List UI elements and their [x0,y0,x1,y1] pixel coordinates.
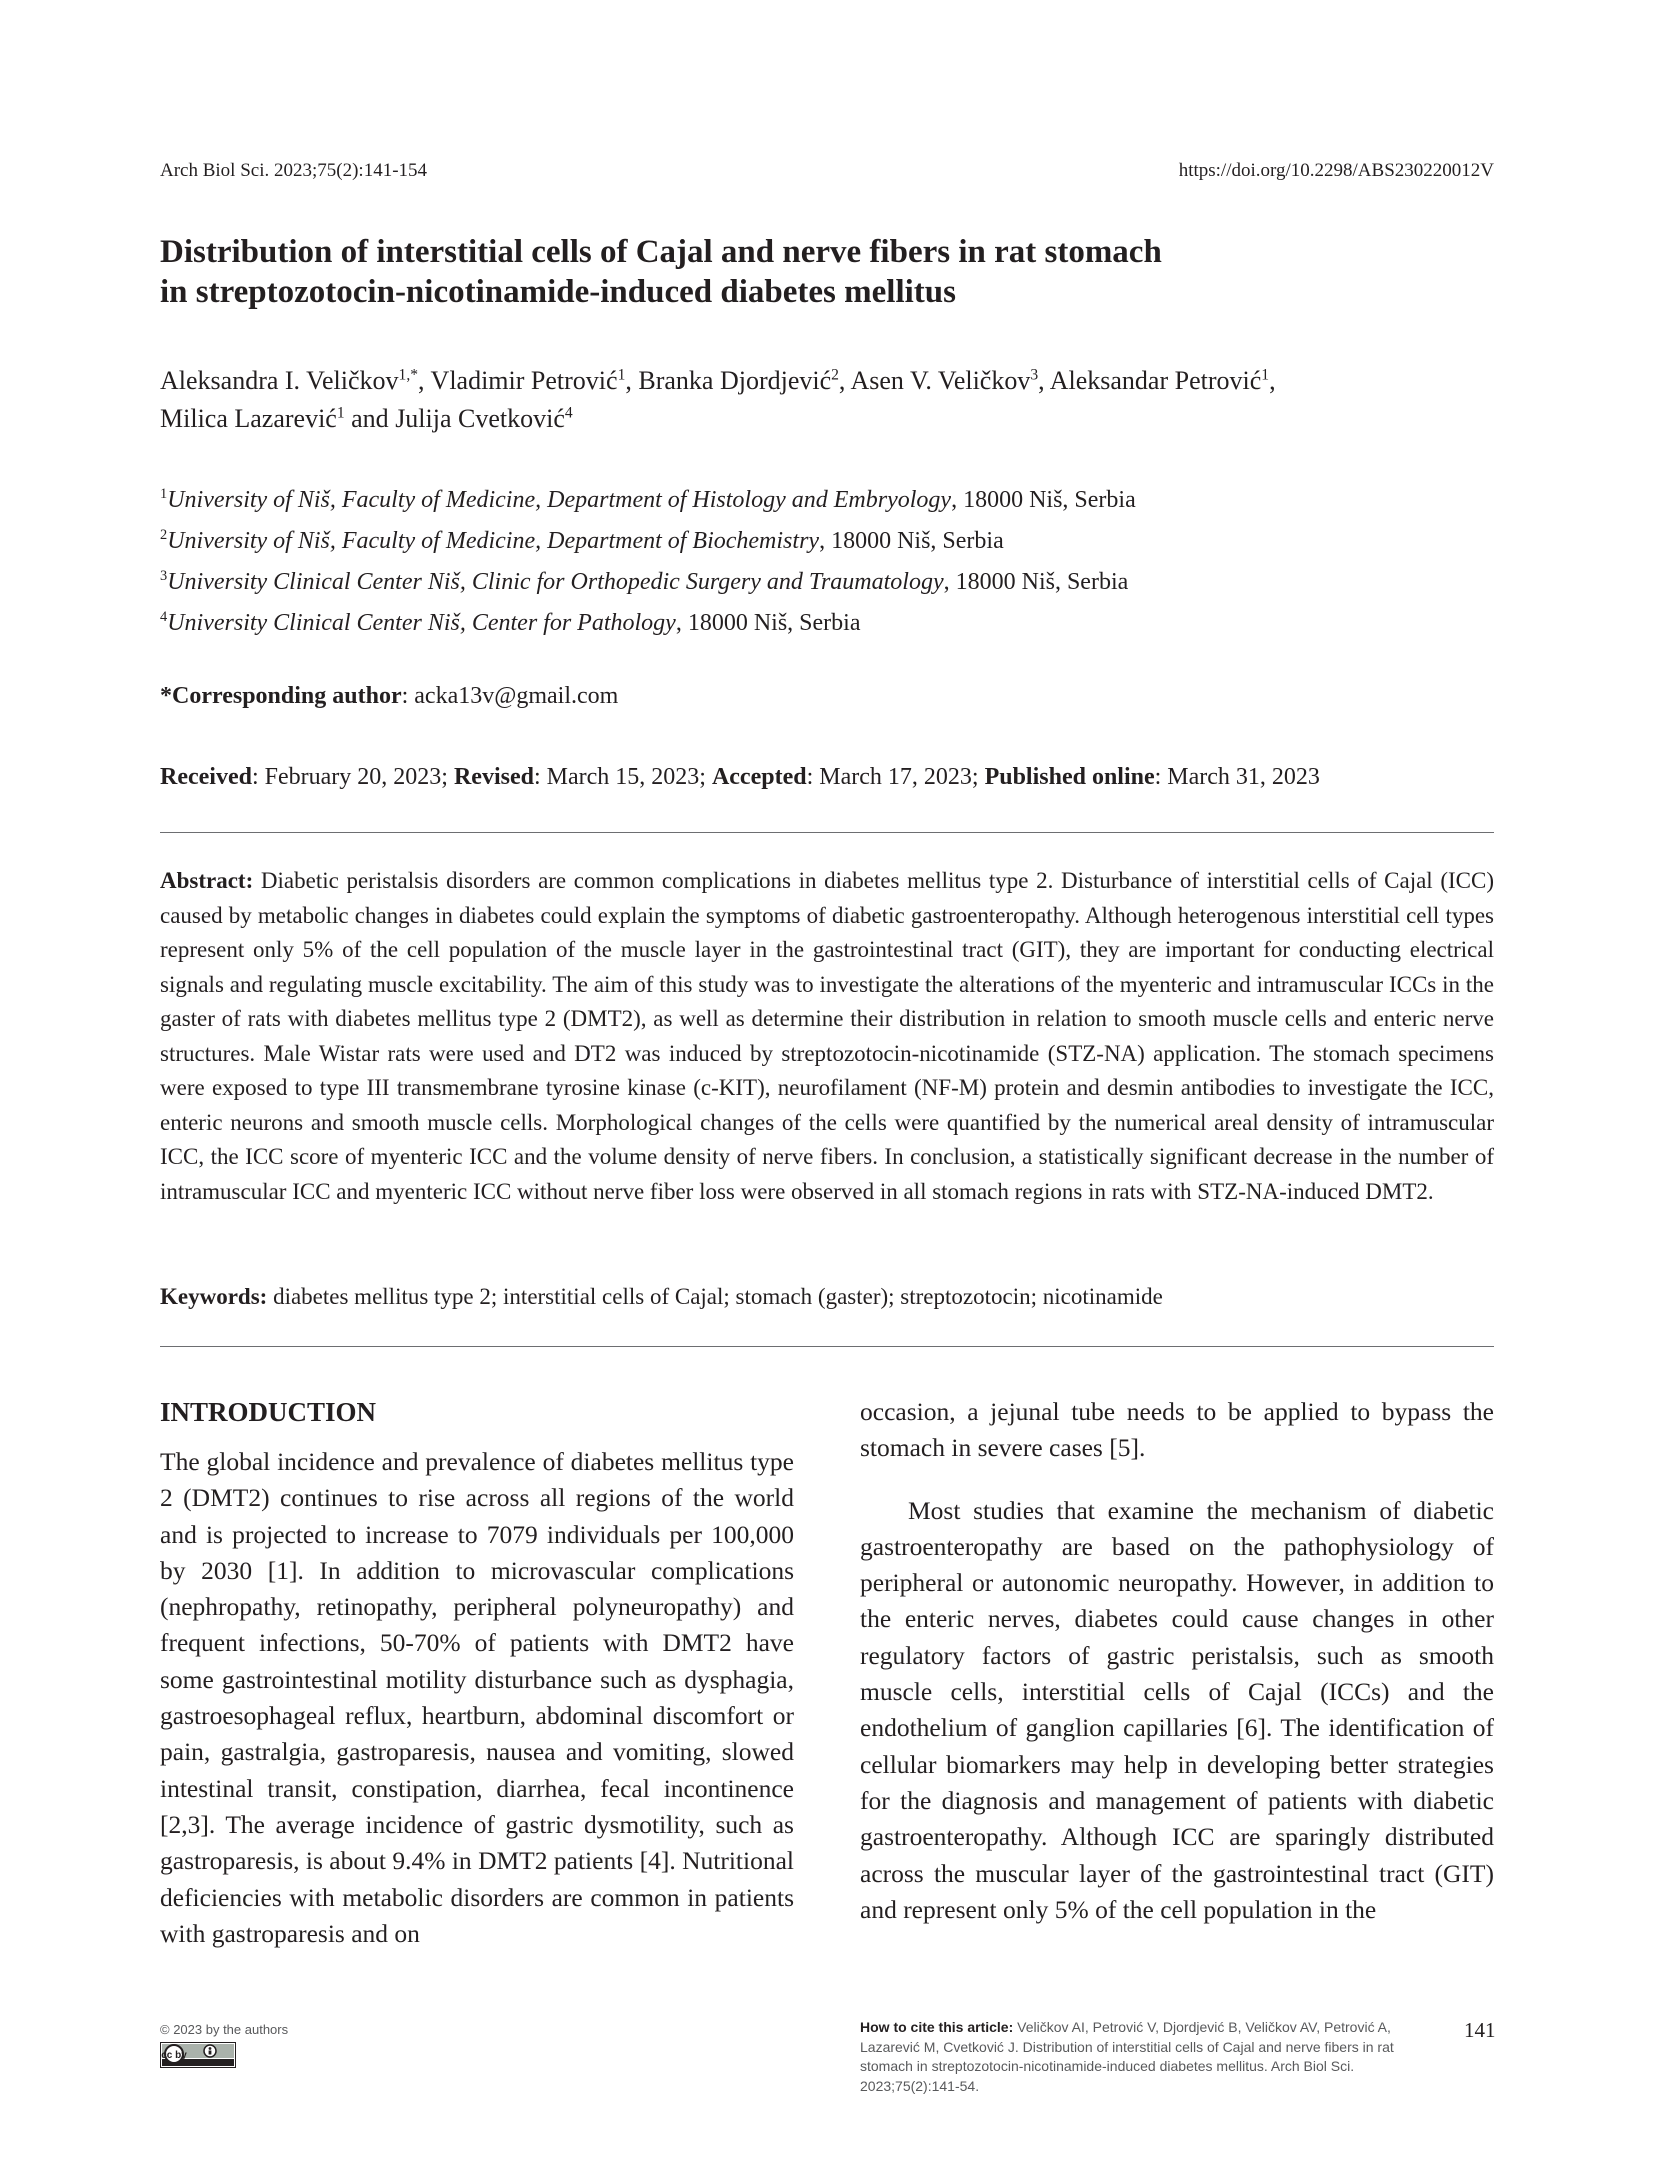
author-name: Aleksandar Petrović [1049,366,1262,395]
revised-label: Revised [453,764,534,790]
affiliation-institution: University of Niš, Faculty of Medicine, Department of Histology and Embryology [167,487,952,513]
cite-text: Veličkov AI, Petrović V, Djordjević B, Veličkov AV, Petrović A, Lazarević M, Cvetković J. Distribution of interstitial cells of Cajal and nerve fibers in rat stomach in streptozotocin-nicotinamide-induced diabetes mellitus. Arch Biol Sci. 2023;75(2):141-54. [860,2019,1394,2094]
author-separator: , [1269,366,1276,395]
corresponding-author-email[interactable]: acka13v@gmail.com [414,683,619,709]
affiliations [160,480,1500,644]
published-date: March 31, 2023 [1167,764,1320,790]
received-date: February 20, 2023 [264,764,442,790]
citation-note [860,2018,1420,2096]
author-affiliation-marker: 1 [1261,366,1270,384]
cc-license-badge[interactable] [160,2042,236,2068]
author-list [160,362,1500,438]
author-affiliation-marker: 2 [831,366,839,384]
affiliation-number: 3 [160,568,168,584]
affiliation-item [160,480,1500,521]
article-title [160,232,1500,312]
affiliation-institution: University Clinical Center Niš, Center for Pathology [167,610,676,636]
page-number: 141 [1464,2018,1496,2042]
author-separator: , [838,366,851,395]
keywords-label: Keywords: [160,1284,268,1309]
title-line-2: in streptozotocin-nicotinamide-induced diabetes mellitus [160,274,956,310]
affiliation-item [160,603,1500,644]
affiliation-number: 2 [160,527,168,543]
published-label: Published online [984,764,1155,790]
author-affiliation-marker: 3 [1030,366,1039,384]
abstract [160,864,1494,1209]
affiliation-number: 1 [160,486,168,502]
author-name: Branka Djordjević [638,366,832,395]
author-separator: , [625,366,639,395]
body-paragraph: The global incidence and prevalence of diabetes mellitus type 2 (DMT2) continues to rise across all regions of the world and is projected to increase to 7079 individuals per 100,000 by 2030 [1]. In addition to microvascular complications (nephropathy, retinopathy, peripheral polyneuropathy) and frequent infections, 50-70% of patients with DMT2 have some gastrointestinal motility disturbance such as dysphagia, gastroesophageal reflux, heartburn, abdominal discomfort or pain, gastralgia, gastroparesis, nausea and vomiting, slowed intestinal transit, constipation, diarrhea, fecal incontinence [2,3]. The average incidence of gastric dysmotility, such as gastroparesis, is about 9.4% in DMT2 patients [4]. Nutritional deficiencies with metabolic disorders are common in patients with gastroparesis and on [160,1447,794,1948]
copyright-notice: © 2023 by the authors [160,2022,289,2037]
body-column-left [160,1394,794,1952]
received-label: Received [160,764,252,790]
author-name: Asen V. Veličkov [850,366,1031,395]
title-line-1: Distribution of interstitial cells of Cajal and nerve fibers in rat stomach [160,234,1162,270]
accepted-date: March 17, 2023 [819,764,972,790]
affiliation-location: , 18000 Niš, Serbia [819,528,1004,554]
affiliation-location: , 18000 Niš, Serbia [943,569,1129,595]
divider [160,832,1494,833]
section-heading: INTRODUCTION [160,1397,377,1427]
divider [160,1346,1494,1347]
author-name: Milica Lazarević [160,404,337,433]
cite-label: How to cite this article: [860,2019,1014,2035]
author-affiliation-marker: 1 [617,366,626,384]
author-name: Julija Cvetković [395,404,565,433]
author-separator: and [344,404,396,433]
author-separator: , [418,366,431,395]
cc-by-icon [160,2042,236,2068]
corresponding-author-label: *Corresponding author [160,683,402,709]
author-affiliation-marker: 1 [336,404,345,422]
journal-reference: Arch Biol Sci. 2023;75(2):141-154 [160,160,428,181]
body-column-right [860,1394,1494,1928]
author-affiliation-marker: 4 [564,404,573,422]
author-affiliation-marker: 1,* [398,366,419,384]
author-name: Vladimir Petrović [430,366,618,395]
keywords [160,1284,1494,1310]
publication-dates: Received: February 20, 2023; Revised: March 15, 2023; Accepted: March 17, 2023; Published online: March 31, 2023 [160,764,1320,790]
affiliation-item [160,562,1500,603]
author-name: Aleksandra I. Veličkov [160,366,399,395]
abstract-label: Abstract: [160,868,254,893]
affiliation-item [160,521,1500,562]
accepted-label: Accepted [711,764,807,790]
cc-badge-text: cc by [161,2050,187,2061]
doi-link[interactable]: https://doi.org/10.2298/ABS230220012V [1178,160,1494,181]
corresponding-author: *Corresponding author: acka13v@gmail.com [160,683,619,709]
revised-date: March 15, 2023 [546,764,700,790]
affiliation-number: 4 [160,609,168,625]
body-paragraph: occasion, a jejunal tube needs to be applied to bypass the stomach in severe cases [5]. [860,1397,1494,1463]
affiliation-institution: University of Niš, Faculty of Medicine, Department of Biochemistry [167,528,820,554]
affiliation-institution: University Clinical Center Niš, Clinic for Orthopedic Surgery and Traumatology [167,569,944,595]
affiliation-location: , 18000 Niš, Serbia [675,610,861,636]
keywords-text: diabetes mellitus type 2; interstitial cells of Cajal; stomach (gaster); streptozotocin; nicotinamide [273,1284,1163,1309]
author-separator: , [1038,366,1050,395]
abstract-text: Diabetic peristalsis disorders are common complications in diabetes mellitus type 2. Disturbance of interstitial cells of Cajal (ICC) caused by metabolic changes in diabetes could explain the symptoms of diabetic gastroenteropathy. Although heterogenous interstitial cell types represent only 5% of the cell population of the muscle layer in the gastrointestinal tract (GIT), they are important for conducting electrical signals and regulating muscle excitability. The aim of this study was to investigate the alterations of the myenteric and intramuscular ICCs in the gaster of rats with diabetes mellitus type 2 (DMT2), as well as determine their distribution in relation to smooth muscle cells and enteric nerve structures. Male Wistar rats were used and DT2 was induced by streptozotocin-nicotinamide (STZ-NA) application. The stomach specimens were exposed to type III transmembrane tyrosine kinase (c-KIT), neurofilament (NF-M) protein and desmin antibodies to investigate the ICC, enteric neurons and smooth muscle cells. Morphological changes of the cells were quantified by the numerical areal density of intramuscular ICC, the ICC score of myenteric ICC and the volume density of nerve fibers. In conclusion, a statistically significant decrease in the number of intramuscular ICC and myenteric ICC without nerve fiber loss were observed in all stomach regions in rats with STZ-NA-induced DMT2. [160,868,1495,1204]
body-paragraph: Most studies that examine the mechanism of diabetic gastroenteropathy are based on the pathophysiology of peripheral or autonomic neuropathy. However, in addition to the enteric nerves, diabetes could cause changes in other regulatory factors of gastric peristalsis, such as smooth muscle cells, interstitial cells of Cajal (ICCs) and the endothelium of ganglion capillaries [6]. The identification of cellular biomarkers may help in developing better strategies for the diagnosis and management of patients with diabetic gastroenteropathy. Although ICC are sparingly distributed across the muscular layer of the gastrointestinal tract (GIT) and represent only 5% of the cell population in the [860,1495,1494,1924]
affiliation-location: , 18000 Niš, Serbia [951,487,1136,513]
